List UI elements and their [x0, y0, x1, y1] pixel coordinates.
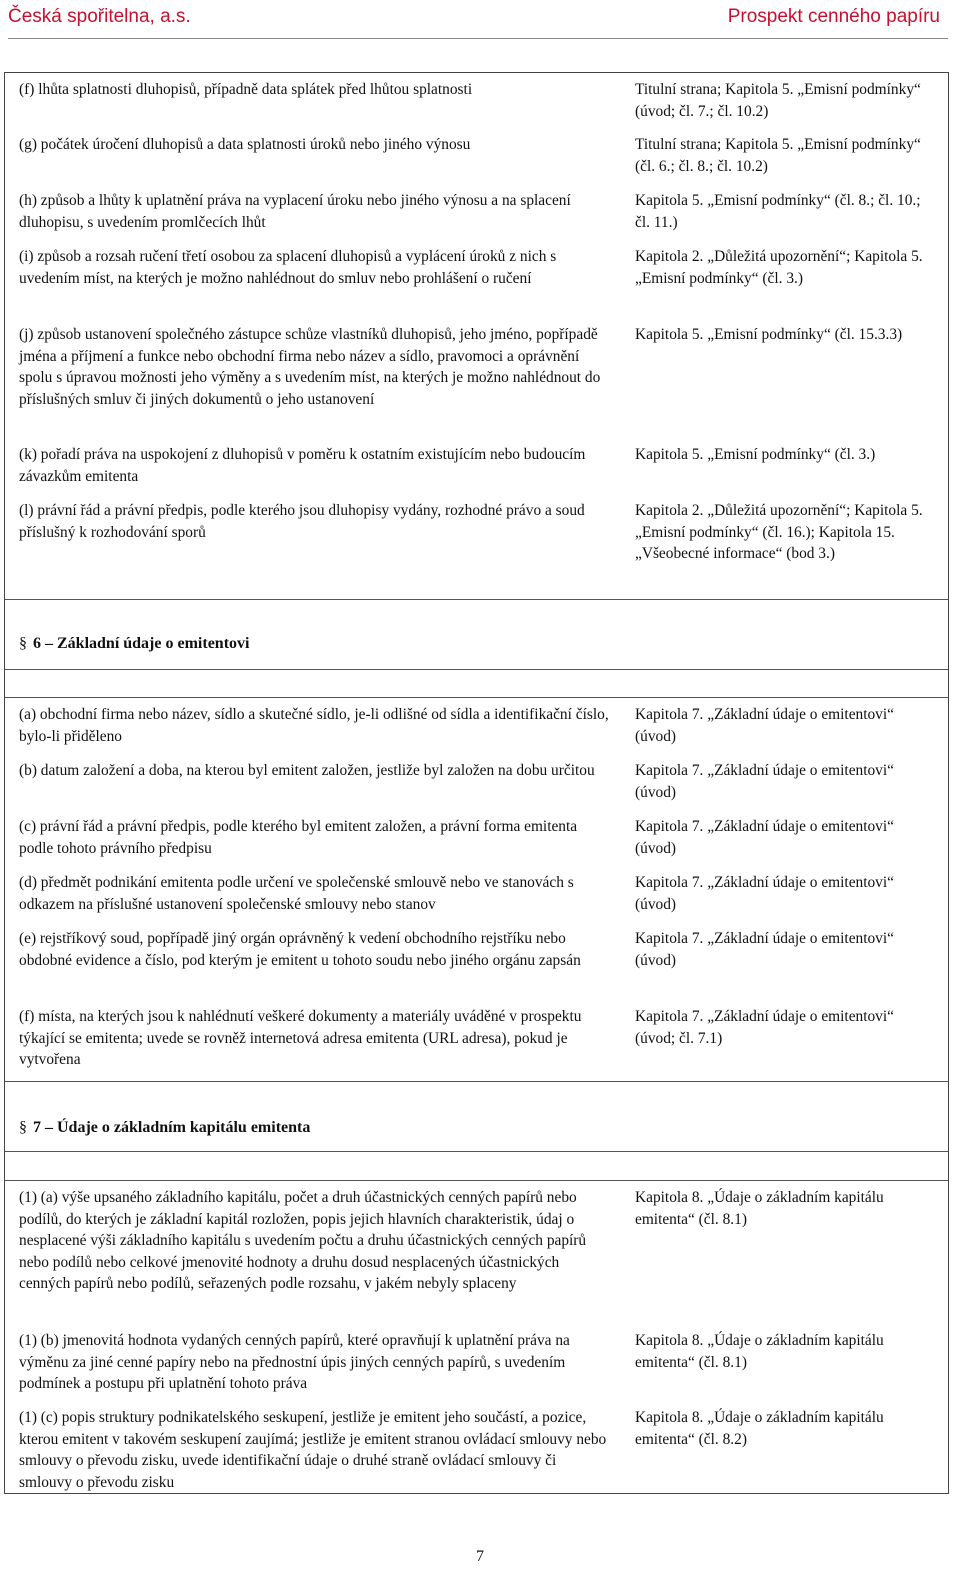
reference-text: Kapitola 8. „Údaje o základním kapitálu emitenta“ (čl. 8.1) [635, 1189, 884, 1228]
section-7-title: 7 – Údaje o základním kapitálu emitenta [33, 1119, 311, 1136]
reference-text: Kapitola 7. „Základní údaje o emitentovi“ (úvod; čl. 7.1) [635, 1008, 894, 1047]
page-number: 7 [476, 1548, 484, 1565]
reference-text: Kapitola 2. „Důležitá upozornění“; Kapitola 5. „Emisní podmínky“ (čl. 3.) [635, 248, 923, 287]
requirement-text: (l) právní řád a právní předpis, podle kterého jsou dluhopisy vydány, rozhodné právo a soud příslušný k rozhodování sporů [19, 502, 585, 541]
reference-text: Kapitola 7. „Základní údaje o emitentovi“ (úvod) [635, 762, 894, 801]
reference-text: Titulní strana; Kapitola 5. „Emisní podmínky“ (úvod; čl. 7.; čl. 10.2) [635, 81, 921, 120]
header-document-title: Prospekt cenného papíru [727, 6, 940, 27]
requirement-text: (h) způsob a lhůty k uplatnění práva na vyplacení úroku nebo jiného výnosu a na splacení dluhopisu, s uvedením promlčecích lhůt [19, 192, 571, 231]
requirement-text: (c) právní řád a právní předpis, podle kterého byl emitent založen, a právní forma emitenta podle tohoto právního předpisu [19, 818, 578, 857]
reference-text: Kapitola 7. „Základní údaje o emitentovi“ (úvod) [635, 874, 894, 913]
reference-text: Titulní strana; Kapitola 5. „Emisní podmínky“ (čl. 6.; čl. 8.; čl. 10.2) [635, 136, 921, 175]
requirement-text: (a) obchodní firma nebo název, sídlo a skutečné sídlo, je-li odlišné od sídla a identifikační číslo, bylo-li přiděleno [19, 706, 609, 745]
section-6-heading [19, 635, 249, 653]
requirement-text: (g) počátek úročení dluhopisů a data splatnosti úroků nebo jiného výnosu [19, 136, 471, 153]
reference-text: Kapitola 7. „Základní údaje o emitentovi“ (úvod) [635, 930, 894, 969]
divider [5, 599, 948, 600]
section-6-title: 6 – Základní údaje o emitentovi [33, 635, 250, 652]
requirement-text: (1) (b) jmenovitá hodnota vydaných cenných papírů, které opravňují k uplatnění práva na výměnu za jiné cenné papíry nebo na přednostní úpis jiných cenných papírů, s uvedením podmínek a postupu při uplatnění tohoto práva [19, 1332, 570, 1392]
section-icon: § [19, 1119, 27, 1136]
reference-text: Kapitola 8. „Údaje o základním kapitálu emitenta“ (čl. 8.2) [635, 1409, 884, 1448]
divider [5, 1151, 948, 1152]
header-issuer: Česká spořitelna, a.s. [8, 6, 191, 27]
requirement-text: (d) předmět podnikání emitenta podle určení ve společenské smlouvě nebo ve stanovách s odkazem na příslušné ustanovení společenské smlouvy nebo stanov [19, 874, 574, 913]
reference-text: Kapitola 5. „Emisní podmínky“ (čl. 3.) [635, 446, 876, 463]
reference-text: Kapitola 7. „Základní údaje o emitentovi“ (úvod) [635, 706, 894, 745]
page-header [8, 2, 940, 32]
requirement-text: (e) rejstříkový soud, popřípadě jiný orgán oprávněný k vedení obchodního rejstříku nebo obdobné evidence a číslo, pod kterým je emitent u tohoto soudu nebo jiného orgánu zapsán [19, 930, 581, 969]
requirement-text: (f) místa, na kterých jsou k nahlédnutí veškeré dokumenty a materiály uváděné v prospektu týkající se emitenta; uvede se rovněž internetová adresa emitenta (URL adresa), pokud je vytvořena [19, 1008, 582, 1068]
divider [5, 697, 948, 698]
reference-text: Kapitola 7. „Základní údaje o emitentovi“ (úvod) [635, 818, 894, 857]
requirement-text: (1) (a) výše upsaného základního kapitálu, počet a druh účastnických cenných papírů nebo podílů, do kterých je základní kapitál rozložen, popis jejich hlavních charakteristik, údaj o nesplacené výši základního kapitálu s uvedením počtu a druhu účastnických cenných papírů nebo podílů nebo celkové jmenovité hodnoty a druhu dosud nesplacených účastnických cenných papírů nebo podílů, seřazených podle rozsahu, v jakém nebyly splaceny [19, 1189, 587, 1292]
requirement-text: (k) pořadí práva na uspokojení z dluhopisů v poměru k ostatním existujícím nebo budoucím závazkům emitenta [19, 446, 586, 485]
header-divider [8, 38, 948, 39]
requirement-text: (b) datum založení a doba, na kterou byl emitent založen, jestliže byl založen na dobu určitou [19, 762, 595, 779]
divider [5, 1081, 948, 1082]
content-table [4, 72, 949, 1494]
reference-text: Kapitola 2. „Důležitá upozornění“; Kapitola 5. „Emisní podmínky“ (čl. 16.); Kapitola 15. „Všeobecné informace“ (bod 3.) [635, 502, 923, 562]
divider [5, 669, 948, 670]
requirement-text: (i) způsob a rozsah ručení třetí osobou za splacení dluhopisů a vyplácení úroků z nich s uvedením míst, na kterých je možno nahlédnout do smluv nebo prohlášení o ručení [19, 248, 557, 287]
section-icon: § [19, 635, 27, 652]
requirement-text: (f) lhůta splatnosti dluhopisů, případně data splátek před lhůtou splatnosti [19, 81, 473, 98]
section-7-heading [19, 1119, 310, 1137]
divider [5, 1180, 948, 1181]
requirement-text: (1) (c) popis struktury podnikatelského seskupení, jestliže je emitent jeho součástí, a pozice, kterou emitent v takovém seskupení zaujímá; jestliže je emitent stranou ovládací smlouvy nebo smlouvy o převodu zisku, uvede identifikační údaje o druhé straně ovládací smlouvy či smlouvy o převodu zisku [19, 1409, 607, 1491]
reference-text: Kapitola 8. „Údaje o základním kapitálu emitenta“ (čl. 8.1) [635, 1332, 884, 1371]
reference-text: Kapitola 5. „Emisní podmínky“ (čl. 8.; čl. 10.; čl. 11.) [635, 192, 921, 231]
requirement-text: (j) způsob ustanovení společného zástupce schůze vlastníků dluhopisů, jeho jméno, popřípadě jména a příjmení a funkce nebo obchodní firma nebo název a sídlo, pravomoci a oprávnění spolu s úpravou možnosti jeho výměny a s uvedením míst, na kterých je možno nahlédnout do příslušných smluv či jiných dokumentů o jeho ustanovení [19, 326, 601, 408]
reference-text: Kapitola 5. „Emisní podmínky“ (čl. 15.3.3) [635, 326, 903, 343]
